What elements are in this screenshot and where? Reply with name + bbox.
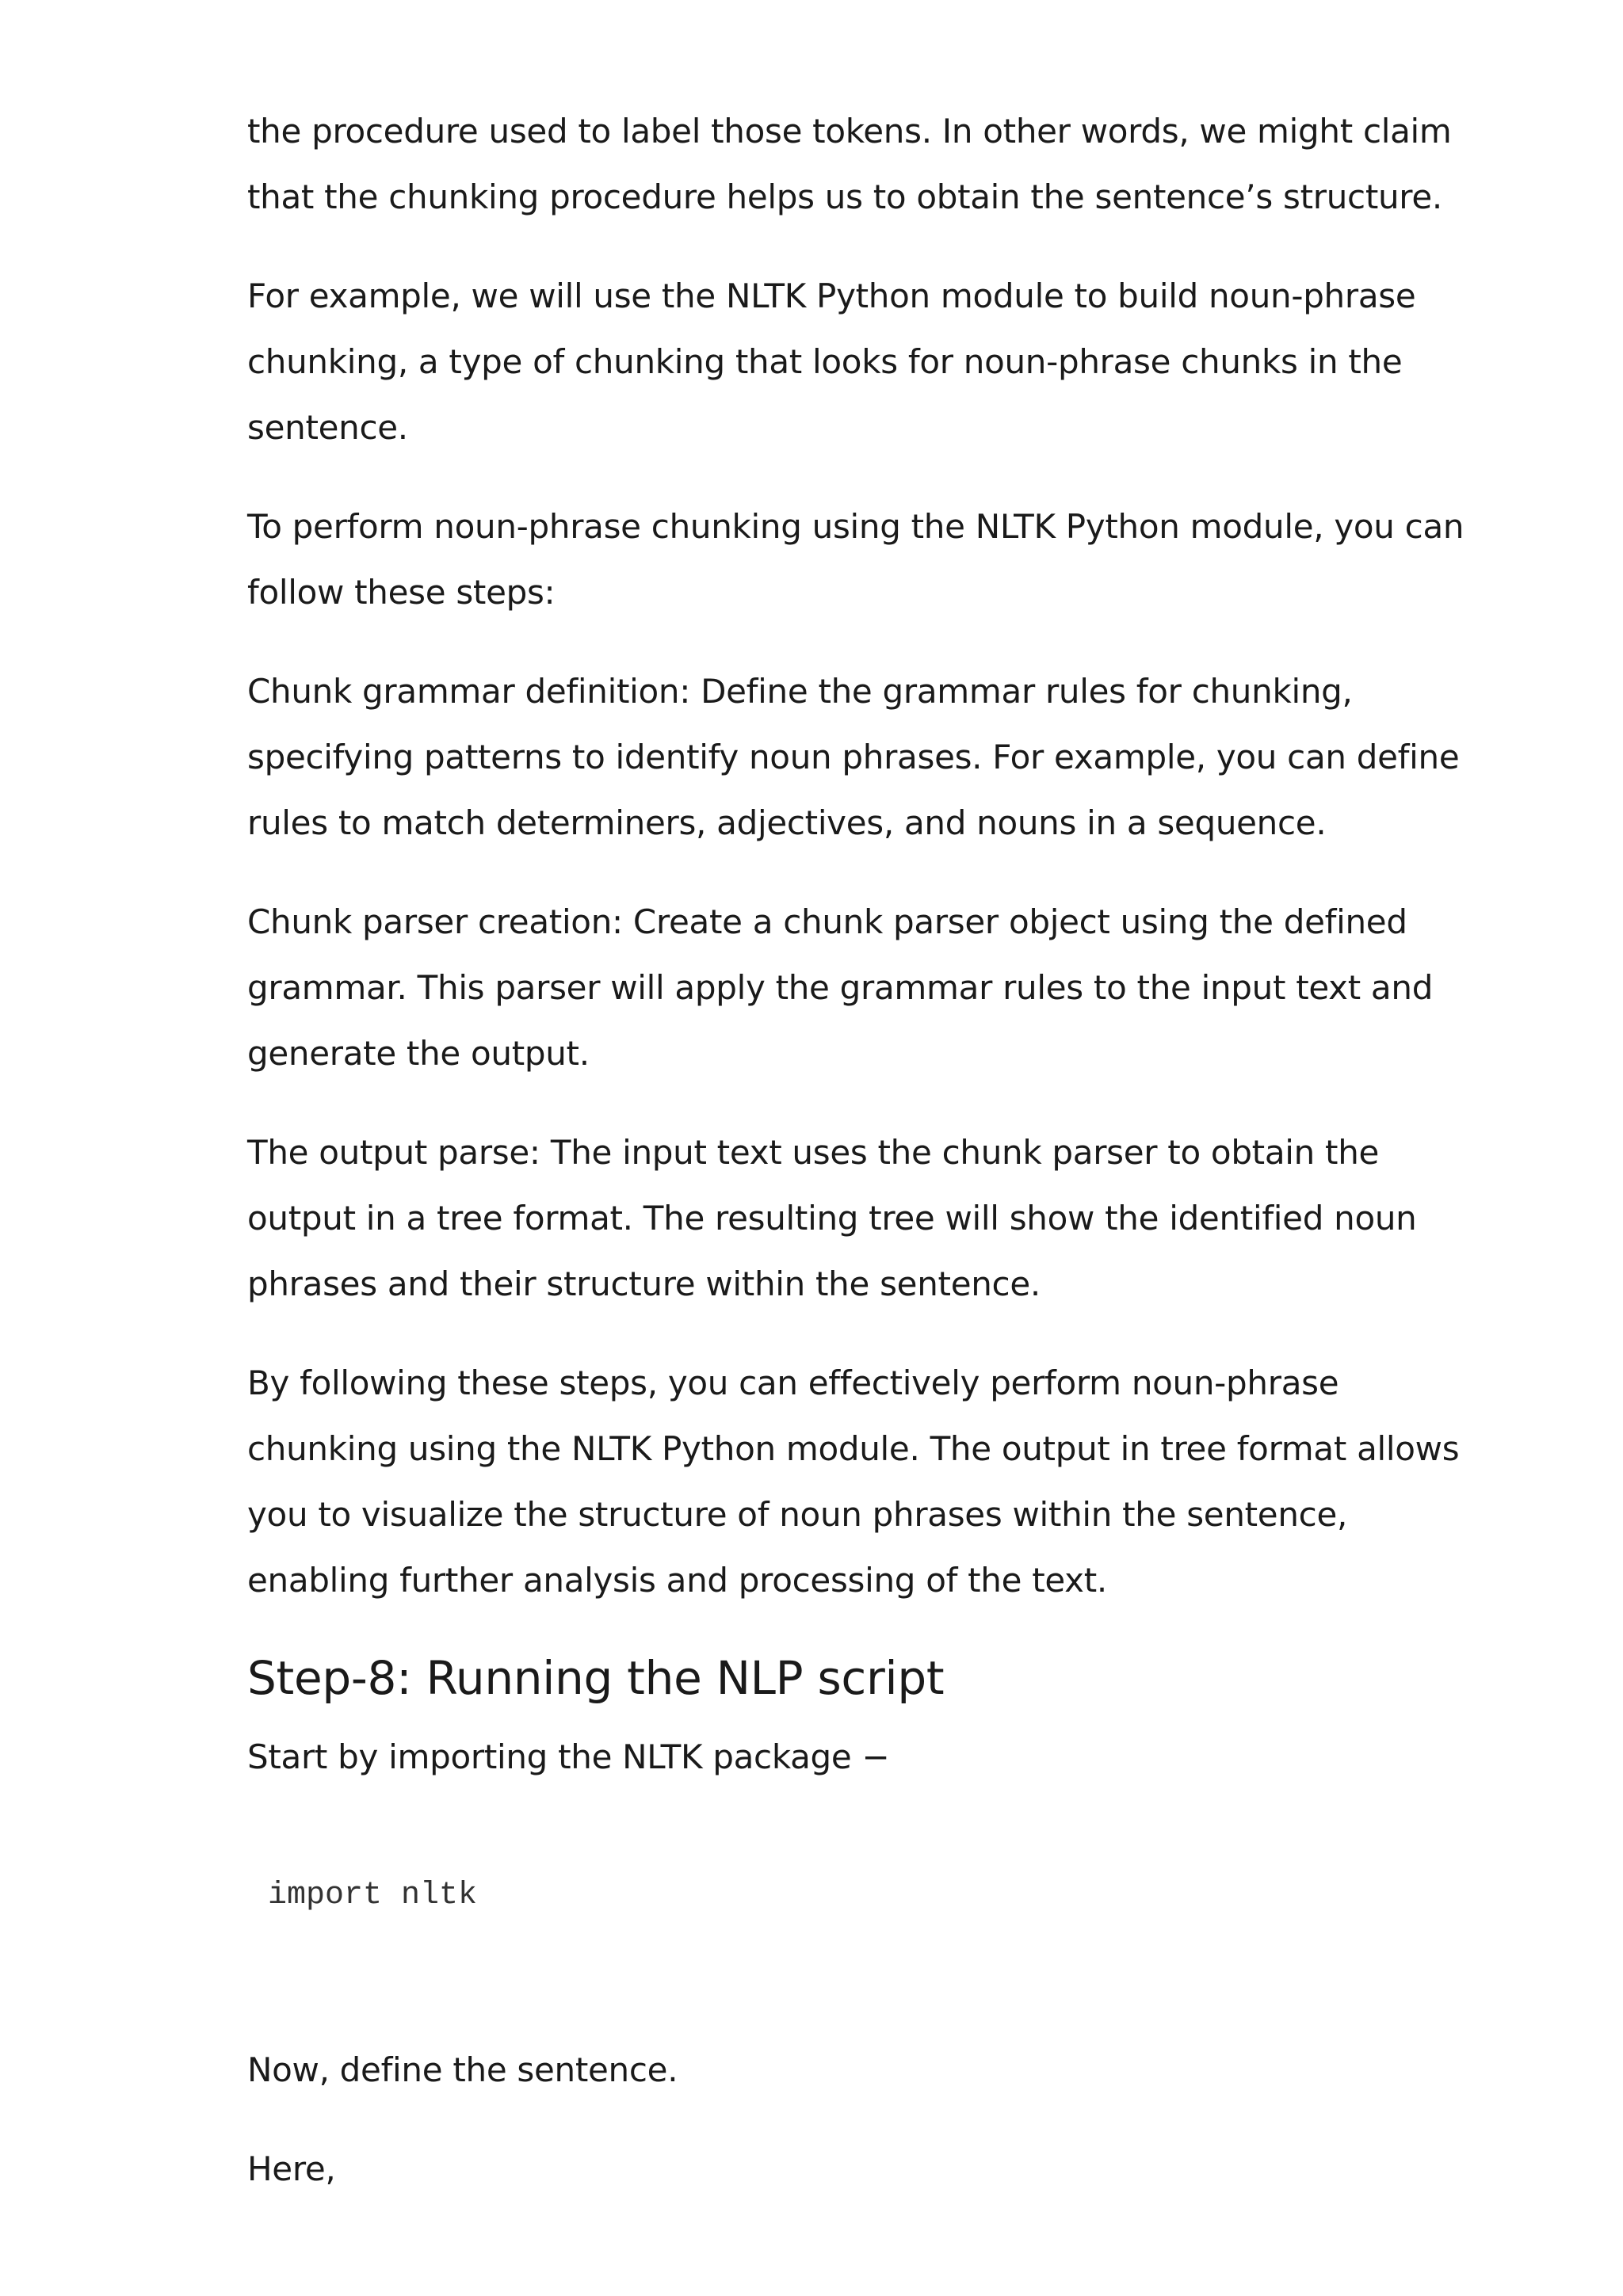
paragraph-chunk-parser: Chunk parser creation: Create a chunk parser object using the defined grammar. This parser will apply the grammar rules to the input text and generate the output. [247, 902, 1434, 1073]
section-intro: Start by importing the NLTK package − [247, 1737, 890, 1776]
code-block: import nltk [268, 1878, 478, 1913]
paragraph-nltk-example: For example, we will use the NLTK Python module to build noun-phrase chunking, a type of chunking that looks for noun-phrase chunks in the sentence. [247, 277, 1416, 447]
document-page [247, 98, 1484, 2235]
paragraph-chunk-grammar: Chunk grammar definition: Define the grammar rules for chunking, specifying patterns to identify noun phrases. For example, you can define rules to match determiners, adjectives, and nouns in a sequence. [247, 672, 1460, 842]
paragraph-steps-intro: To perform noun-phrase chunking using the NLTK Python module, you can follow these steps: [247, 507, 1465, 612]
paragraph-output-parse: The output parse: The input text uses the chunk parser to obtain the output in a tree format. The resulting tree will show the identified noun phrases and their structure within the sentence. [247, 1133, 1417, 1303]
paragraph-define-sentence: Now, define the sentence. [247, 2050, 678, 2089]
paragraph-here: Here, [247, 2149, 336, 2188]
section-heading: Step-8: Running the NLP script [247, 1651, 945, 1705]
paragraph-chunking-structure: the procedure used to label those tokens. In other words, we might claim that the chunking procedure helps us to obtain the sentence’s structure. [247, 112, 1452, 216]
paragraph-summary: By following these steps, you can effectively perform noun-phrase chunking using the NLTK Python module. The output in tree format allows you to visualize the structure of noun phrases within the sentence, enabling further analysis and processing of the text. [247, 1363, 1460, 1600]
